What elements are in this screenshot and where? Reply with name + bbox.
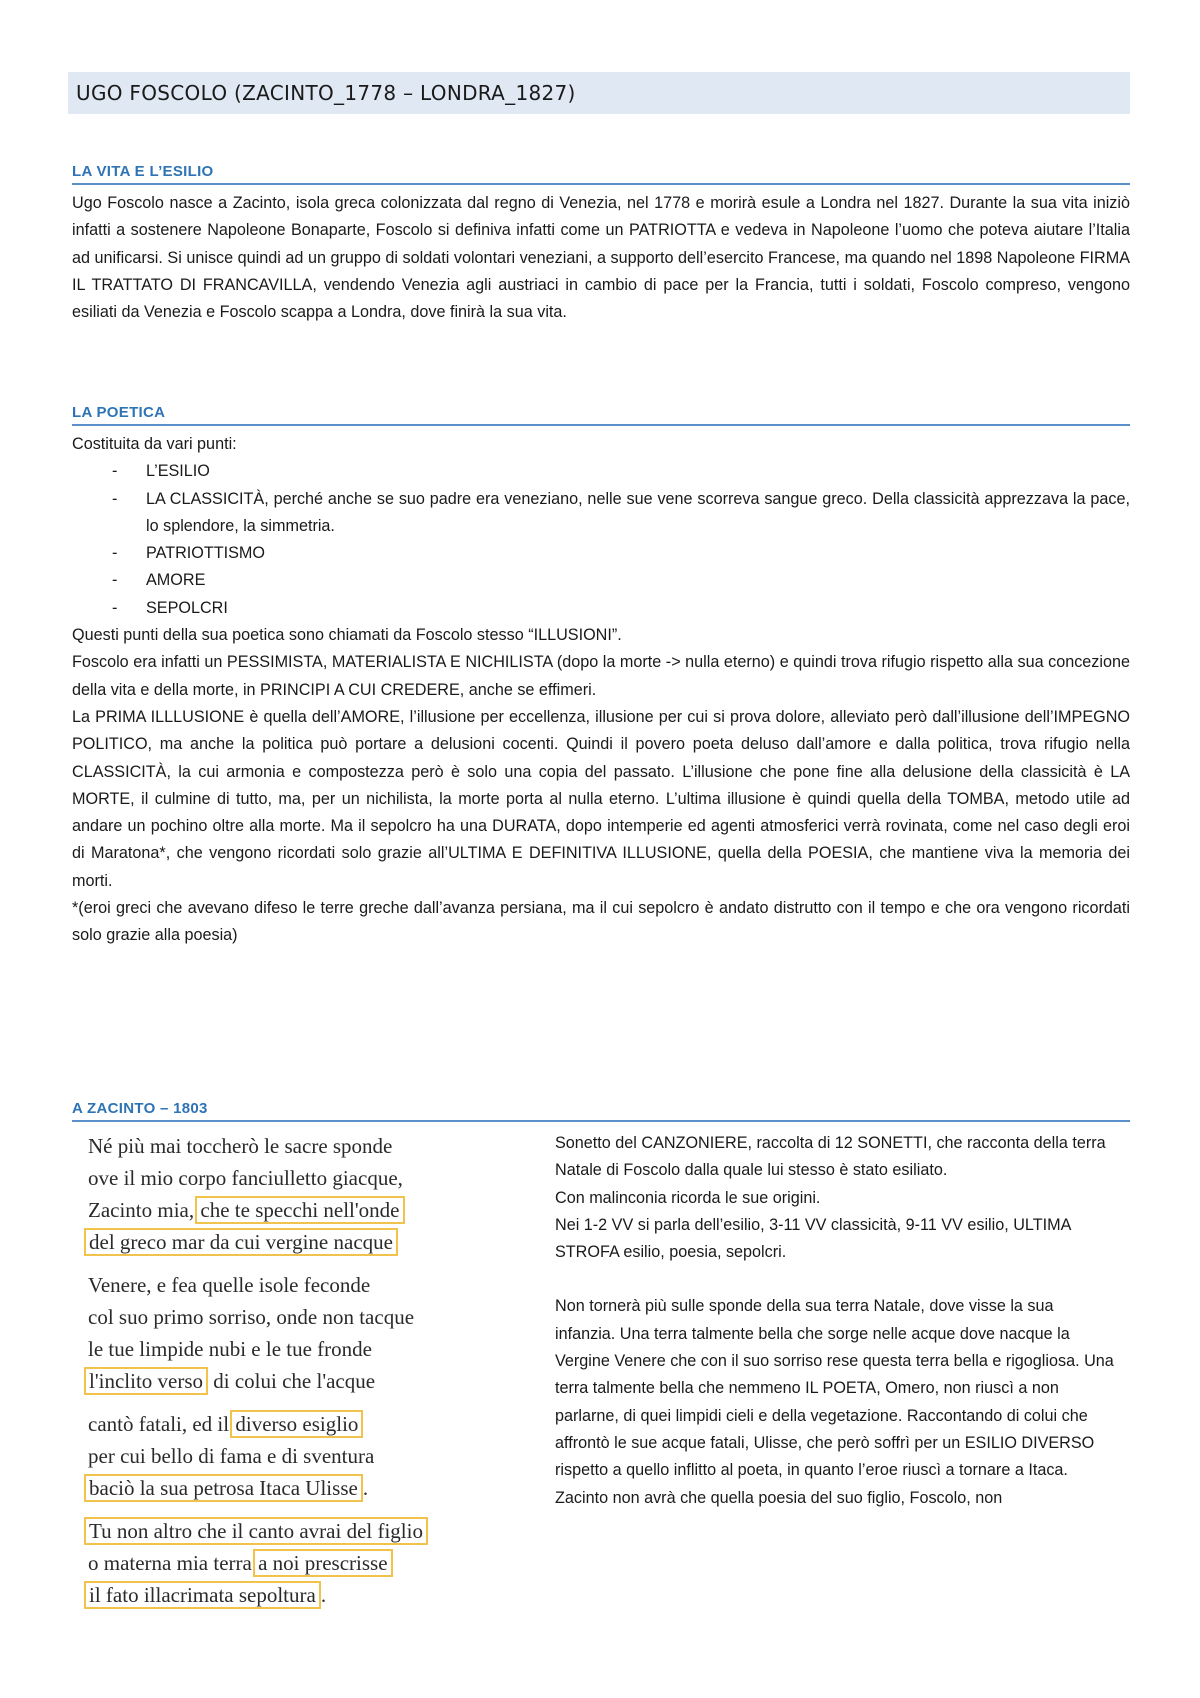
poem-stanza-3 — [88, 1408, 528, 1504]
poetica-paragraph-illusioni: Questi punti della sua poetica sono chiamati da Foscolo stesso “ILLUSIONI”. — [72, 626, 622, 645]
list-item: - PATRIOTTISMO — [72, 540, 1130, 567]
poem-line — [88, 1226, 528, 1258]
section-heading-poetica — [72, 402, 1130, 426]
poem-highlight: diverso esiglio — [230, 1410, 363, 1438]
poem-text: di colui che l'acque — [208, 1369, 376, 1393]
poem-text: per cui bello di fama e di sventura — [88, 1444, 375, 1468]
list-item: - AMORE — [72, 567, 1130, 594]
poem-line — [88, 1515, 528, 1547]
list-item: - SEPOLCRI — [72, 595, 1130, 622]
poem-stanza-4 — [88, 1515, 528, 1611]
vita-paragraph: Ugo Foscolo nasce a Zacinto, isola greca colonizzata dal regno di Venezia, nel 1778 e morirà esule a Londra nel 1827. Durante la sua vita iniziò infatti a sostenere Napoleone Bonaparte, Foscolo si definiva infatti come un PATRIOTTA e vedeva in Napoleone l’uomo che poteva aiutare l’Italia ad unificarsi. Si unisce quindi ad un gruppo di soldati volontari veneziani, a supporto dell’esercito Francese, ma quando nel 1898 Napoleone FIRMA IL TRATTATO DI FRANCAVILLA, vendendo Venezia agli austriaci in cambio di pace per la Francia, tutti i soldati, Foscolo compreso, vengono esiliati da Venezia e Foscolo scappa a Londra, dove finirà la sua vita. — [72, 194, 1130, 322]
poem-line — [88, 1162, 528, 1194]
poem-highlight: il fato illacrimata sepoltura — [84, 1581, 321, 1609]
poem-text: o materna mia terra — [88, 1551, 258, 1575]
vita-body — [72, 190, 1130, 326]
poem-text: Né più mai toccherò le sacre sponde — [88, 1134, 393, 1158]
poem-stanza-2 — [88, 1269, 528, 1397]
poetica-points-list — [72, 458, 1130, 622]
commentary-paragraph: Nei 1-2 VV si parla dell’esilio, 3-11 VV classicità, 9-11 VV esilio, ULTIMA STROFA esilio, poesia, sepolcri. — [555, 1215, 1071, 1262]
poem-line — [88, 1408, 528, 1440]
poem-line — [88, 1440, 528, 1472]
list-item: - L’ESILIO — [72, 458, 1130, 485]
poem-stanza-1 — [88, 1130, 528, 1258]
list-item: - LA CLASSICITÀ, perché anche se suo padre era veneziano, nelle sue vene scorreva sangue greco. Della classicità apprezzava la pace, lo splendore, la simmetria. — [72, 486, 1130, 541]
poem-highlight: del greco mar da cui vergine nacque — [84, 1228, 398, 1256]
poem-line — [88, 1194, 528, 1226]
section-heading-poetica-label: LA POETICA — [72, 404, 166, 421]
page-title-bar — [68, 72, 1130, 114]
section-heading-vita-label: LA VITA E L’ESILIO — [72, 163, 214, 180]
poem-highlight: Tu non altro che il canto avrai del figlio — [84, 1517, 428, 1545]
poem-text: Zacinto mia, — [88, 1198, 200, 1222]
section-heading-vita — [72, 161, 1130, 185]
poem-text: Venere, e fea quelle isole feconde — [88, 1273, 371, 1297]
poem-highlight: a noi prescrisse — [253, 1549, 392, 1577]
poem-text: ove il mio corpo fanciulletto giacque, — [88, 1166, 403, 1190]
poem-line — [88, 1130, 528, 1162]
poetica-footnote: *(eroi greci che avevano difeso le terre greche dall’avanza persiana, ma il cui sepolcro è andato distrutto con il tempo e che ora vengono ricordati solo grazie alla poesia) — [72, 899, 1130, 945]
poem-text: . — [320, 1583, 327, 1607]
poem-line — [88, 1333, 528, 1365]
poem-line — [88, 1365, 528, 1397]
poem-line — [88, 1579, 528, 1611]
poem-text: col suo primo sorriso, onde non tacque — [88, 1305, 415, 1329]
poem-highlight: che te specchi nell'onde — [195, 1196, 404, 1224]
poetica-body — [72, 431, 1130, 950]
zacinto-commentary — [555, 1130, 1115, 1670]
poem-text: . — [362, 1476, 369, 1500]
commentary-paragraph: Non tornerà più sulle sponde della sua terra Natale, dove visse la sua infanzia. Una terra talmente bella che sorge nelle acque dove nacque la Vergine Venere che con il suo sorriso rese questa terra bella e rigogliosa. Una terra talmente bella che nemmeno IL POETA, Omero, non riuscì a non parlarne, di quei limpidi cieli e della vegetazione. Raccontando di colui che affrontò le sue acque fatali, Ulisse, che però soffrì per un ESILIO DIVERSO rispetto a quello inflitto al poeta, in quanto l’eroe riuscì a tornare a Itaca. — [555, 1297, 1114, 1480]
poem-text: cantò fatali, ed il — [88, 1412, 235, 1436]
poem-line — [88, 1472, 528, 1504]
poetica-paragraph-prima-illusione: La PRIMA ILLLUSIONE è quella dell’AMORE, l’illusione per eccellenza, illusione per cui si prova dolore, alleviato però dall’illusione dell’IMPEGNO POLITICO, ma anche la politica può portare a delusioni cocenti. Quindi il povero poeta deluso dall’amore e dalla politica, trova rifugio nella CLASSICITÀ, la cui armonia e compostezza però è solo una copia del passato. L’illusione che pone fine alla delusione della classicità è LA MORTE, il culmine di tutto, ma, per un nichilista, la morte porta al nulla eterno. L’ultima illusione è quindi quella della TOMBA, metodo utile ad andare un pochino oltre alla morte. Ma il sepolcro ha una DURATA, dopo intemperie ed agenti atmosferici verrà rovinata, come nel caso degli eroi di Maratona*, che vengono ricordati solo grazie all’ULTIMA E DEFINITIVA ILLUSIONE, quella della POESIA, che mantiene viva la memoria dei morti. — [72, 707, 1130, 890]
poem-line — [88, 1269, 528, 1301]
poetica-intro: Costituita da vari punti: — [72, 435, 237, 453]
poem-line — [88, 1301, 528, 1333]
section-heading-zacinto-label: A ZACINTO – 1803 — [72, 1100, 208, 1117]
spacer — [555, 1266, 1115, 1293]
section-heading-zacinto — [72, 1098, 1130, 1122]
commentary-paragraph: Sonetto del CANZONIERE, raccolta di 12 SONETTI, che racconta della terra Natale di Foscolo dalla quale lui stesso è stato esiliato. — [555, 1134, 1106, 1180]
page-title: UGO FOSCOLO (ZACINTO_1778 – LONDRA_1827) — [76, 81, 576, 105]
poem-text: le tue limpide nubi e le tue fronde — [88, 1337, 372, 1361]
poem-line — [88, 1547, 528, 1579]
poem-a-zacinto — [88, 1130, 528, 1622]
poem-highlight: l'inclito verso — [84, 1367, 208, 1395]
commentary-paragraph: Con malinconia ricorda le sue origini. — [555, 1188, 821, 1207]
poetica-paragraph-pessimista: Foscolo era infatti un PESSIMISTA, MATERIALISTA E NICHILISTA (dopo la morte -> nulla eterno) e quindi trova rifugio rispetto alla sua concezione della vita e della morte, in PRINCIPI A CUI CREDERE, anche se effimeri. — [72, 653, 1130, 699]
poem-highlight: baciò la sua petrosa Itaca Ulisse — [84, 1474, 363, 1502]
commentary-paragraph: Zacinto non avrà che quella poesia del suo figlio, Foscolo, non — [555, 1488, 1003, 1507]
